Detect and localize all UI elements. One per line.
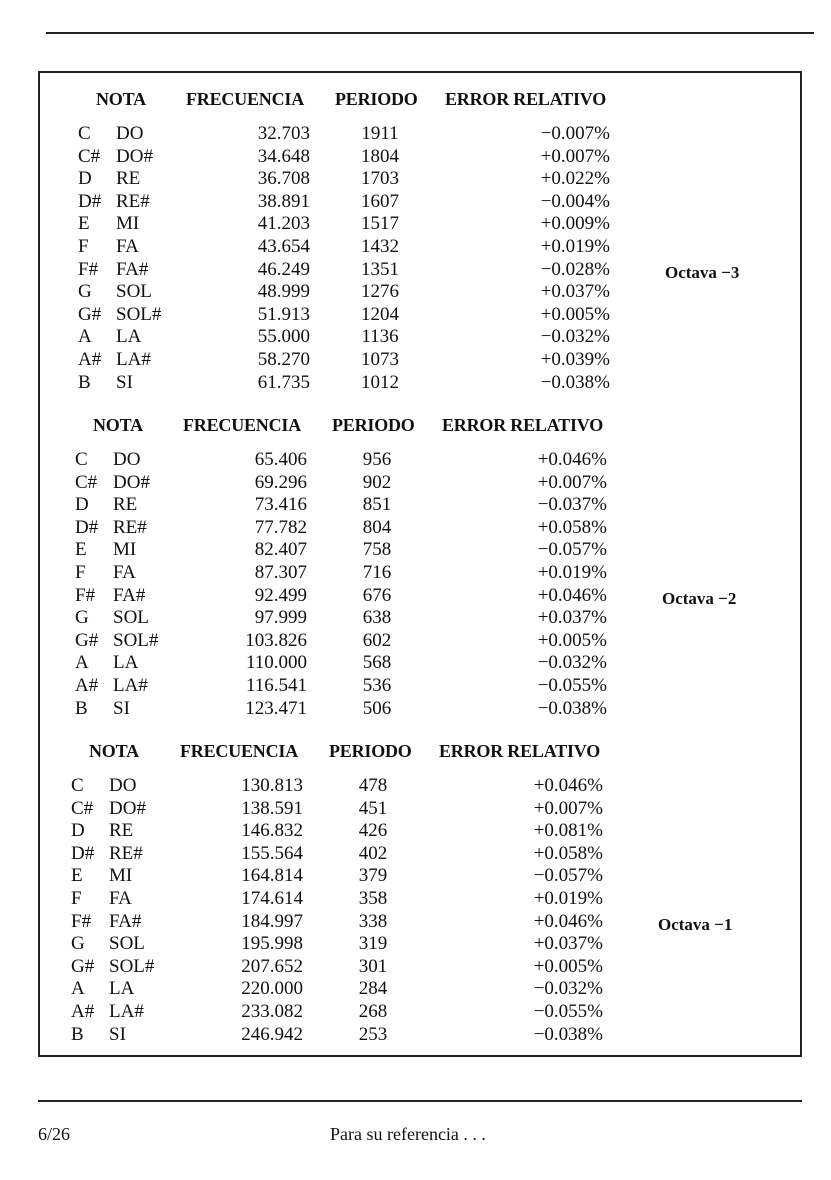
note-name: MI bbox=[116, 213, 140, 235]
note-name: RE# bbox=[116, 190, 150, 212]
table-row bbox=[37, 562, 797, 585]
octave-section-minus2 bbox=[40, 415, 800, 735]
note-letter: G# bbox=[78, 303, 102, 325]
header-periodo: PERIODO bbox=[329, 741, 412, 761]
table-row bbox=[33, 933, 793, 956]
frequency-value: 174.614 bbox=[241, 888, 303, 909]
header-nota: NOTA bbox=[93, 415, 143, 435]
period-value: 1276 bbox=[361, 281, 399, 303]
period-value: 602 bbox=[362, 629, 392, 651]
note-letter: A bbox=[71, 978, 85, 1000]
header-frecuencia: FRECUENCIA bbox=[186, 89, 305, 109]
period-value: 804 bbox=[362, 516, 392, 538]
note-name: SI bbox=[109, 1023, 126, 1045]
period-value: 676 bbox=[362, 584, 392, 606]
period-value: 451 bbox=[358, 797, 388, 819]
note-name: FA bbox=[116, 236, 139, 257]
period-value: 506 bbox=[362, 697, 392, 719]
table-row bbox=[33, 820, 793, 843]
period-value: 319 bbox=[358, 933, 388, 955]
relative-error-value: −0.004% bbox=[540, 190, 610, 212]
relative-error-value: +0.009% bbox=[540, 213, 610, 235]
period-value: 478 bbox=[358, 775, 388, 796]
period-value: 758 bbox=[362, 539, 392, 561]
note-letter: G bbox=[71, 933, 85, 955]
period-value: 284 bbox=[358, 978, 388, 1000]
header-periodo: PERIODO bbox=[332, 415, 415, 435]
table-row bbox=[33, 775, 793, 798]
table-row bbox=[33, 1024, 793, 1047]
period-value: 301 bbox=[358, 955, 388, 977]
note-letter: G bbox=[75, 607, 89, 629]
frequency-table-frame bbox=[38, 71, 802, 1057]
note-name: MI bbox=[113, 539, 137, 561]
period-value: 1607 bbox=[361, 190, 399, 212]
frequency-value: 38.891 bbox=[257, 190, 310, 212]
note-letter: G# bbox=[71, 955, 95, 977]
note-letter: D# bbox=[78, 190, 102, 212]
relative-error-value: +0.046% bbox=[537, 584, 607, 606]
note-letter: G bbox=[78, 281, 92, 303]
note-letter: C# bbox=[71, 797, 94, 819]
period-value: 1204 bbox=[361, 303, 399, 325]
relative-error-value: +0.005% bbox=[533, 955, 603, 977]
relative-error-value: +0.019% bbox=[533, 888, 603, 909]
note-letter: A# bbox=[71, 1001, 95, 1022]
frequency-value: 146.832 bbox=[241, 820, 303, 842]
table-row bbox=[33, 798, 793, 821]
relative-error-value: −0.007% bbox=[540, 123, 610, 144]
note-letter: C bbox=[71, 775, 84, 796]
note-name: SOL# bbox=[109, 955, 155, 977]
frequency-value: 82.407 bbox=[254, 539, 307, 561]
note-name: DO bbox=[113, 449, 141, 470]
frequency-value: 36.708 bbox=[257, 168, 310, 190]
note-letter: D bbox=[75, 494, 89, 516]
relative-error-value: +0.007% bbox=[537, 471, 607, 493]
relative-error-value: +0.081% bbox=[533, 820, 603, 842]
note-name: FA# bbox=[109, 910, 142, 932]
period-value: 536 bbox=[362, 675, 392, 696]
note-letter: F bbox=[71, 888, 82, 909]
table-row bbox=[37, 675, 797, 698]
relative-error-value: +0.019% bbox=[540, 236, 610, 257]
relative-error-value: +0.058% bbox=[537, 516, 607, 538]
table-row bbox=[37, 449, 797, 472]
table-row bbox=[40, 304, 800, 327]
note-letter: B bbox=[71, 1023, 84, 1045]
note-name: RE bbox=[109, 820, 134, 842]
relative-error-value: −0.032% bbox=[540, 326, 610, 348]
note-name: FA bbox=[109, 888, 132, 909]
frequency-value: 220.000 bbox=[241, 978, 303, 1000]
note-name: DO# bbox=[109, 797, 146, 819]
note-name: MI bbox=[109, 865, 133, 887]
frequency-value: 61.735 bbox=[257, 371, 310, 393]
note-name: LA# bbox=[113, 675, 148, 696]
relative-error-value: +0.019% bbox=[537, 562, 607, 583]
table-row bbox=[33, 911, 793, 934]
note-name: FA# bbox=[113, 584, 146, 606]
table-row bbox=[40, 349, 800, 372]
note-name: DO bbox=[116, 123, 144, 144]
relative-error-value: +0.046% bbox=[533, 775, 603, 796]
note-letter: C# bbox=[75, 471, 98, 493]
relative-error-value: −0.057% bbox=[537, 539, 607, 561]
frequency-value: 87.307 bbox=[254, 562, 307, 583]
relative-error-value: −0.057% bbox=[533, 865, 603, 887]
relative-error-value: +0.039% bbox=[540, 349, 610, 370]
table-row bbox=[37, 698, 797, 721]
note-name: DO bbox=[109, 775, 137, 796]
header-error-relativo: ERROR RELATIVO bbox=[442, 415, 604, 435]
table-row bbox=[37, 494, 797, 517]
note-letter: F# bbox=[75, 584, 96, 606]
frequency-value: 123.471 bbox=[245, 697, 307, 719]
period-value: 268 bbox=[358, 1001, 388, 1022]
note-name: SOL# bbox=[113, 629, 159, 651]
note-letter: D bbox=[71, 820, 85, 842]
period-value: 1351 bbox=[361, 258, 399, 280]
table-row bbox=[33, 865, 793, 888]
octave-section-minus3 bbox=[40, 89, 800, 409]
table-row bbox=[40, 372, 800, 395]
frequency-value: 155.564 bbox=[241, 842, 303, 864]
top-rule bbox=[46, 32, 814, 34]
note-name: SOL bbox=[116, 281, 152, 303]
header-error-relativo: ERROR RELATIVO bbox=[439, 741, 601, 761]
frequency-value: 110.000 bbox=[245, 652, 307, 674]
note-name: LA bbox=[116, 326, 142, 348]
note-letter: E bbox=[78, 213, 90, 235]
frequency-value: 97.999 bbox=[254, 607, 307, 629]
relative-error-value: −0.032% bbox=[537, 652, 607, 674]
table-row bbox=[40, 326, 800, 349]
relative-error-value: +0.046% bbox=[537, 449, 607, 470]
relative-error-value: −0.055% bbox=[533, 1001, 603, 1022]
relative-error-value: −0.038% bbox=[533, 1023, 603, 1045]
period-value: 1911 bbox=[361, 123, 399, 144]
note-name: DO# bbox=[116, 145, 153, 167]
note-letter: F# bbox=[78, 258, 99, 280]
bottom-rule bbox=[38, 1100, 802, 1102]
note-letter: A# bbox=[75, 675, 99, 696]
note-letter: C bbox=[78, 123, 91, 144]
period-value: 338 bbox=[358, 910, 388, 932]
frequency-value: 103.826 bbox=[245, 629, 307, 651]
note-letter: D# bbox=[75, 516, 99, 538]
relative-error-value: −0.037% bbox=[537, 494, 607, 516]
note-name: DO# bbox=[113, 471, 150, 493]
note-letter: G# bbox=[75, 629, 99, 651]
note-name: LA bbox=[109, 978, 135, 1000]
note-name: RE# bbox=[109, 842, 143, 864]
frequency-value: 116.541 bbox=[245, 675, 307, 696]
relative-error-value: +0.037% bbox=[540, 281, 610, 303]
table-row bbox=[37, 472, 797, 495]
frequency-value: 34.648 bbox=[257, 145, 310, 167]
frequency-value: 51.913 bbox=[257, 303, 310, 325]
table-row bbox=[37, 517, 797, 540]
note-letter: D# bbox=[71, 842, 95, 864]
table-row bbox=[40, 281, 800, 304]
relative-error-value: +0.007% bbox=[533, 797, 603, 819]
note-letter: B bbox=[78, 371, 91, 393]
header-error-relativo: ERROR RELATIVO bbox=[445, 89, 607, 109]
frequency-value: 58.270 bbox=[257, 349, 310, 370]
relative-error-value: −0.038% bbox=[540, 371, 610, 393]
period-value: 716 bbox=[362, 562, 392, 583]
table-row bbox=[40, 236, 800, 259]
note-letter: F bbox=[78, 236, 89, 257]
table-row bbox=[33, 888, 793, 911]
frequency-value: 32.703 bbox=[257, 123, 310, 144]
table-row bbox=[40, 259, 800, 282]
table-row bbox=[33, 1001, 793, 1024]
frequency-value: 92.499 bbox=[254, 584, 307, 606]
relative-error-value: −0.028% bbox=[540, 258, 610, 280]
relative-error-value: +0.022% bbox=[540, 168, 610, 190]
table-row bbox=[33, 843, 793, 866]
footer-caption: Para su referencia . . . bbox=[330, 1124, 486, 1144]
note-name: LA# bbox=[116, 349, 151, 370]
note-letter: B bbox=[75, 697, 88, 719]
header-nota: NOTA bbox=[96, 89, 146, 109]
relative-error-value: −0.032% bbox=[533, 978, 603, 1000]
frequency-value: 69.296 bbox=[254, 471, 307, 493]
period-value: 1073 bbox=[361, 349, 399, 370]
header-periodo: PERIODO bbox=[335, 89, 418, 109]
period-value: 1703 bbox=[361, 168, 399, 190]
table-row bbox=[37, 630, 797, 653]
table-row bbox=[40, 123, 800, 146]
frequency-value: 138.591 bbox=[241, 797, 303, 819]
period-value: 902 bbox=[362, 471, 392, 493]
table-row bbox=[40, 146, 800, 169]
header-frecuencia: FRECUENCIA bbox=[183, 415, 302, 435]
page-number: 6/26 bbox=[38, 1124, 71, 1144]
relative-error-value: −0.055% bbox=[537, 675, 607, 696]
frequency-value: 46.249 bbox=[257, 258, 310, 280]
table-row bbox=[37, 652, 797, 675]
note-name: LA# bbox=[109, 1001, 144, 1022]
frequency-value: 73.416 bbox=[254, 494, 307, 516]
note-name: RE# bbox=[113, 516, 147, 538]
frequency-value: 246.942 bbox=[241, 1023, 303, 1045]
table-row bbox=[40, 191, 800, 214]
period-value: 379 bbox=[358, 865, 388, 887]
note-name: SOL# bbox=[116, 303, 162, 325]
frequency-value: 65.406 bbox=[254, 449, 307, 470]
relative-error-value: −0.038% bbox=[537, 697, 607, 719]
frequency-value: 164.814 bbox=[241, 865, 303, 887]
frequency-value: 184.997 bbox=[241, 910, 303, 932]
frequency-value: 195.998 bbox=[241, 933, 303, 955]
note-letter: C# bbox=[78, 145, 101, 167]
note-name: SOL bbox=[109, 933, 145, 955]
period-value: 426 bbox=[358, 820, 388, 842]
note-name: FA bbox=[113, 562, 136, 583]
note-name: SI bbox=[116, 371, 133, 393]
period-value: 638 bbox=[362, 607, 392, 629]
relative-error-value: +0.007% bbox=[540, 145, 610, 167]
note-letter: F bbox=[75, 562, 86, 583]
frequency-value: 55.000 bbox=[257, 326, 310, 348]
note-letter: F# bbox=[71, 910, 92, 932]
period-value: 358 bbox=[358, 888, 388, 909]
octave-label: Octava −3 bbox=[665, 263, 740, 282]
octave-section-minus1 bbox=[40, 741, 800, 1061]
note-name: RE bbox=[113, 494, 138, 516]
note-letter: E bbox=[75, 539, 87, 561]
note-letter: E bbox=[71, 865, 83, 887]
period-value: 1136 bbox=[361, 326, 399, 348]
relative-error-value: +0.005% bbox=[540, 303, 610, 325]
relative-error-value: +0.037% bbox=[533, 933, 603, 955]
note-letter: A# bbox=[78, 349, 102, 370]
period-value: 851 bbox=[362, 494, 392, 516]
period-value: 568 bbox=[362, 652, 392, 674]
header-nota: NOTA bbox=[89, 741, 139, 761]
relative-error-value: +0.005% bbox=[537, 629, 607, 651]
note-letter: C bbox=[75, 449, 88, 470]
note-name: SI bbox=[113, 697, 130, 719]
relative-error-value: +0.058% bbox=[533, 842, 603, 864]
frequency-value: 207.652 bbox=[241, 955, 303, 977]
header-frecuencia: FRECUENCIA bbox=[180, 741, 299, 761]
period-value: 402 bbox=[358, 842, 388, 864]
note-name: RE bbox=[116, 168, 141, 190]
note-letter: A bbox=[78, 326, 92, 348]
note-name: FA# bbox=[116, 258, 149, 280]
table-row bbox=[37, 607, 797, 630]
table-row bbox=[37, 539, 797, 562]
octave-label: Octava −2 bbox=[662, 589, 737, 608]
note-name: SOL bbox=[113, 607, 149, 629]
frequency-value: 43.654 bbox=[257, 236, 310, 257]
relative-error-value: +0.037% bbox=[537, 607, 607, 629]
table-row bbox=[33, 956, 793, 979]
table-row bbox=[40, 213, 800, 236]
note-letter: A bbox=[75, 652, 89, 674]
note-name: LA bbox=[113, 652, 139, 674]
period-value: 956 bbox=[362, 449, 392, 470]
frequency-value: 48.999 bbox=[257, 281, 310, 303]
period-value: 1432 bbox=[361, 236, 399, 257]
relative-error-value: +0.046% bbox=[533, 910, 603, 932]
frequency-value: 77.782 bbox=[254, 516, 307, 538]
period-value: 253 bbox=[358, 1023, 388, 1045]
frequency-value: 130.813 bbox=[241, 775, 303, 796]
table-row bbox=[40, 168, 800, 191]
table-row bbox=[33, 978, 793, 1001]
note-letter: D bbox=[78, 168, 92, 190]
period-value: 1804 bbox=[361, 145, 399, 167]
frequency-value: 233.082 bbox=[241, 1001, 303, 1022]
period-value: 1517 bbox=[361, 213, 399, 235]
table-row bbox=[37, 585, 797, 608]
frequency-value: 41.203 bbox=[257, 213, 310, 235]
period-value: 1012 bbox=[361, 371, 399, 393]
octave-label: Octava −1 bbox=[658, 915, 733, 934]
